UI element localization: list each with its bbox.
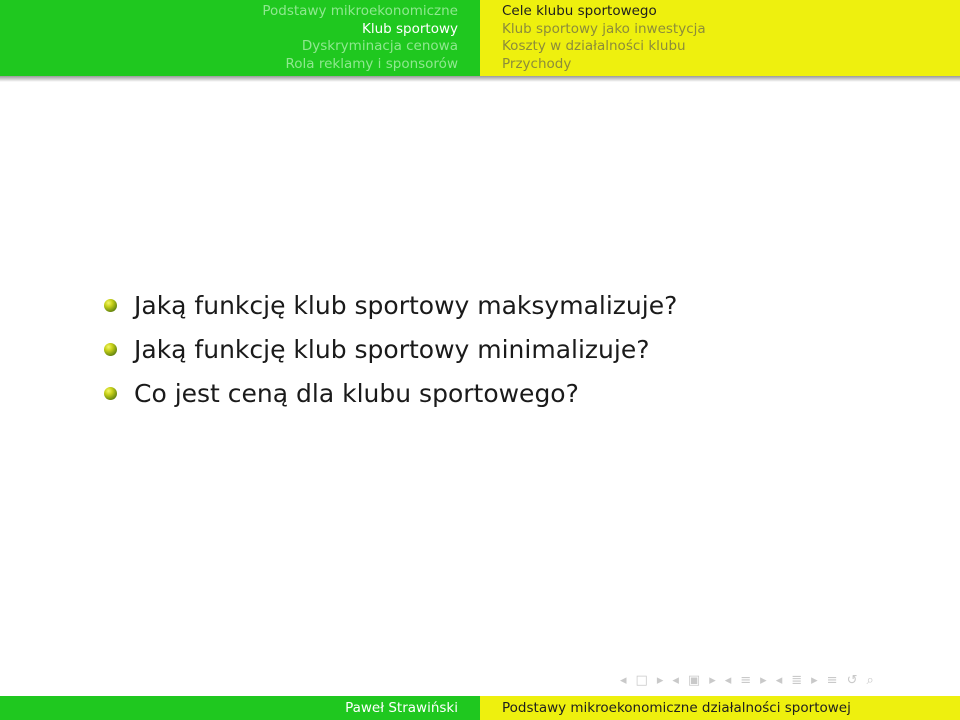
nav-prev-arrow-icon[interactable]: ◂ (672, 672, 679, 688)
nav-next-arrow-icon[interactable]: ▸ (709, 672, 716, 688)
nav-document-icon[interactable]: ≣ (791, 672, 803, 688)
slide-content (104, 283, 677, 415)
section-nav-item-klub-sportowy[interactable]: Klub sportowy (361, 20, 458, 37)
navigation-controls (620, 671, 883, 689)
list-item (104, 327, 677, 371)
subsection-nav-item-koszty[interactable]: Koszty w działalności klubu (502, 38, 686, 54)
bullet-ball-icon (104, 343, 117, 356)
nav-align-icon[interactable]: ≡ (826, 672, 838, 688)
section-nav-item-dyskryminacja[interactable]: Dyskryminacja cenowa (301, 38, 458, 54)
nav-search-icon[interactable]: ⌕ (866, 672, 874, 688)
list-item-text: Jaką funkcję klub sportowy minimalizuje? (134, 334, 650, 364)
nav-frame-icon[interactable]: □ (635, 672, 648, 688)
list-item (104, 371, 677, 415)
header-shadow (0, 76, 960, 82)
footer-bar (0, 696, 960, 720)
nav-next-arrow-icon[interactable]: ▸ (760, 672, 767, 688)
presentation-title: Podstawy mikroekonomiczne działalności sportowej (502, 700, 851, 716)
list-item (104, 283, 677, 327)
footer-author (0, 696, 480, 720)
nav-prev-arrow-icon[interactable]: ◂ (775, 672, 783, 688)
nav-back-icon[interactable]: ↺ (846, 672, 858, 688)
section-nav (0, 0, 480, 76)
section-nav-item-rola-reklamy[interactable]: Rola reklamy i sponsorów (285, 55, 458, 72)
section-nav-item-podstawy[interactable]: Podstawy mikroekonomiczne (262, 3, 458, 19)
bullet-ball-icon (104, 299, 117, 312)
list-item-text: Jaką funkcję klub sportowy maksymalizuje? (134, 290, 678, 320)
subsection-nav-item-przychody[interactable]: Przychody (502, 55, 572, 72)
subsection-nav-item-cele[interactable]: Cele klubu sportowego (502, 3, 657, 19)
footer-title (480, 696, 960, 720)
nav-section-icon[interactable]: ≡ (740, 672, 752, 688)
subsection-nav-item-inwestycja[interactable]: Klub sportowy jako inwestycja (502, 20, 706, 37)
nav-subsection-icon[interactable]: ▣ (687, 672, 701, 688)
header-bar (0, 0, 960, 76)
subsection-nav (480, 0, 960, 76)
nav-next-arrow-icon[interactable]: ▸ (656, 672, 664, 688)
bullet-ball-icon (104, 387, 117, 400)
nav-prev-arrow-icon[interactable]: ◂ (724, 672, 732, 688)
list-item-text: Co jest ceną dla klubu sportowego? (134, 378, 579, 408)
nav-next-arrow-icon[interactable]: ▸ (811, 672, 818, 688)
author-name: Paweł Strawiński (345, 700, 458, 716)
nav-prev-arrow-icon[interactable]: ◂ (620, 672, 627, 688)
